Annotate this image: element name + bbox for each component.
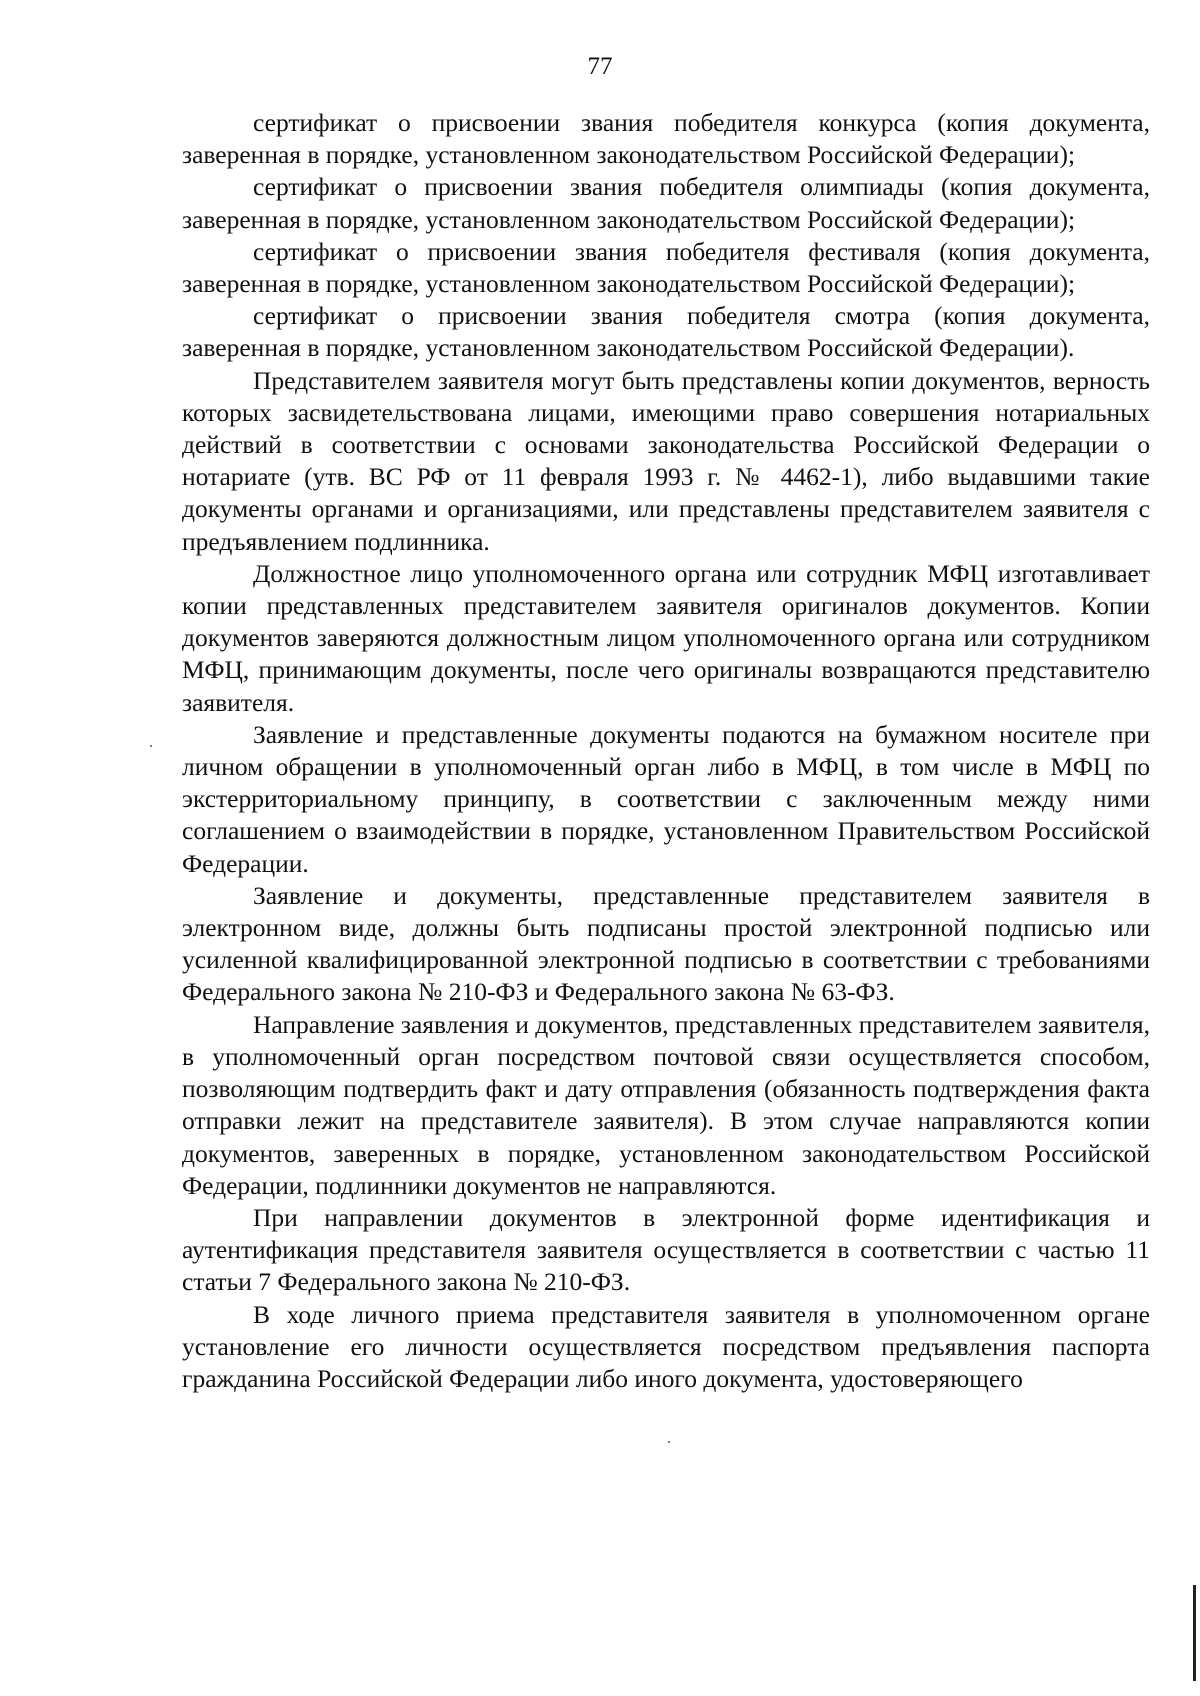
paragraph-postal-submission: Направление заявления и документов, представленных представителем заявителя, в уполномоченный орган посредством почтовой связи осуществляется способом, позволяющим подтвердить факт и дату отправления (обязанность подтверждения факта отправки лежит на представителе заявителя). В этом случае направляются копии документов, заверенных в порядке, установленном законодательством Российской Федерации, подлинники документов не направляются.: [182, 1009, 1150, 1200]
paragraph-electronic-signature: Заявление и документы, представленные представителем заявителя в электронном виде, должны быть подписаны простой электронной подписью или усиленной квалифицированной электронной подписью в соответствии с требованиями Федерального закона № 210-ФЗ и Федерального закона № 63-ФЗ.: [182, 880, 1150, 1007]
paragraph-certificate-festival: сертификат о присвоении звания победителя фестиваля (копия документа, заверенная в порядке, установленном законодательством Российской Федерации);: [182, 236, 1150, 299]
paragraph-electronic-identification: При направлении документов в электронной форме идентификация и аутентификация представителя заявителя осуществляется в соответствии с частью 11 статьи 7 Федерального закона № 210-ФЗ.: [182, 1202, 1150, 1297]
paragraph-certificate-review: сертификат о присвоении звания победителя смотра (копия документа, заверенная в порядке, установленном законодательством Российской Федерации).: [182, 301, 1150, 363]
paragraph-notarized-copies: Представителем заявителя могут быть представлены копии документов, верность которых засвидетельствована лицами, имеющими право совершения нотариальных действий в соответствии с основами законодательства Российской Федерации о нотариате (утв. ВС РФ от 11 февраля 1993 г. № 4462-1), либо выдавшими такие документы органами и организациями, или представлены представителем заявителя с предъявлением подлинника.: [182, 365, 1150, 556]
paragraph-official-copies: Должностное лицо уполномоченного органа или сотрудник МФЦ изготавливает копии представленных представителем заявителя оригиналов документов. Копии документов заверяются должностным лицом уполномоченного органа или сотрудником МФЦ, принимающим документы, после чего оригиналы возвращаются представителю заявителя.: [182, 558, 1150, 717]
paragraph-certificate-contest: сертификат о присвоении звания победителя конкурса (копия документа, заверенная в порядке, установленном законодательством Российской Федерации);: [182, 108, 1150, 170]
page-number: 77: [587, 53, 613, 80]
paragraph-paper-submission: Заявление и представленные документы подаются на бумажном носителе при личном обращении в уполномоченный орган либо в МФЦ, в том числе в МФЦ по экстерриториальному принципу, в соответствии с заключенным между ними соглашением о взаимодействии в порядке, установленном Правительством Российской Федерации.: [182, 719, 1150, 878]
paragraph-certificate-olympiad: сертификат о присвоении звания победителя олимпиады (копия документа, заверенная в порядке, установленном законодательством Российской Федерации);: [182, 172, 1150, 234]
scan-edge-mark: [1193, 1585, 1196, 1681]
paragraph-personal-reception: В ходе личного приема представителя заявителя в уполномоченном органе установление его личности осуществляется посредством предъявления паспорта гражданина Российской Федерации либо иного документа, удостоверяющего: [182, 1299, 1150, 1393]
scan-speck: [150, 745, 152, 747]
scan-speck: [668, 1441, 670, 1443]
document-body: [182, 107, 1150, 1395]
